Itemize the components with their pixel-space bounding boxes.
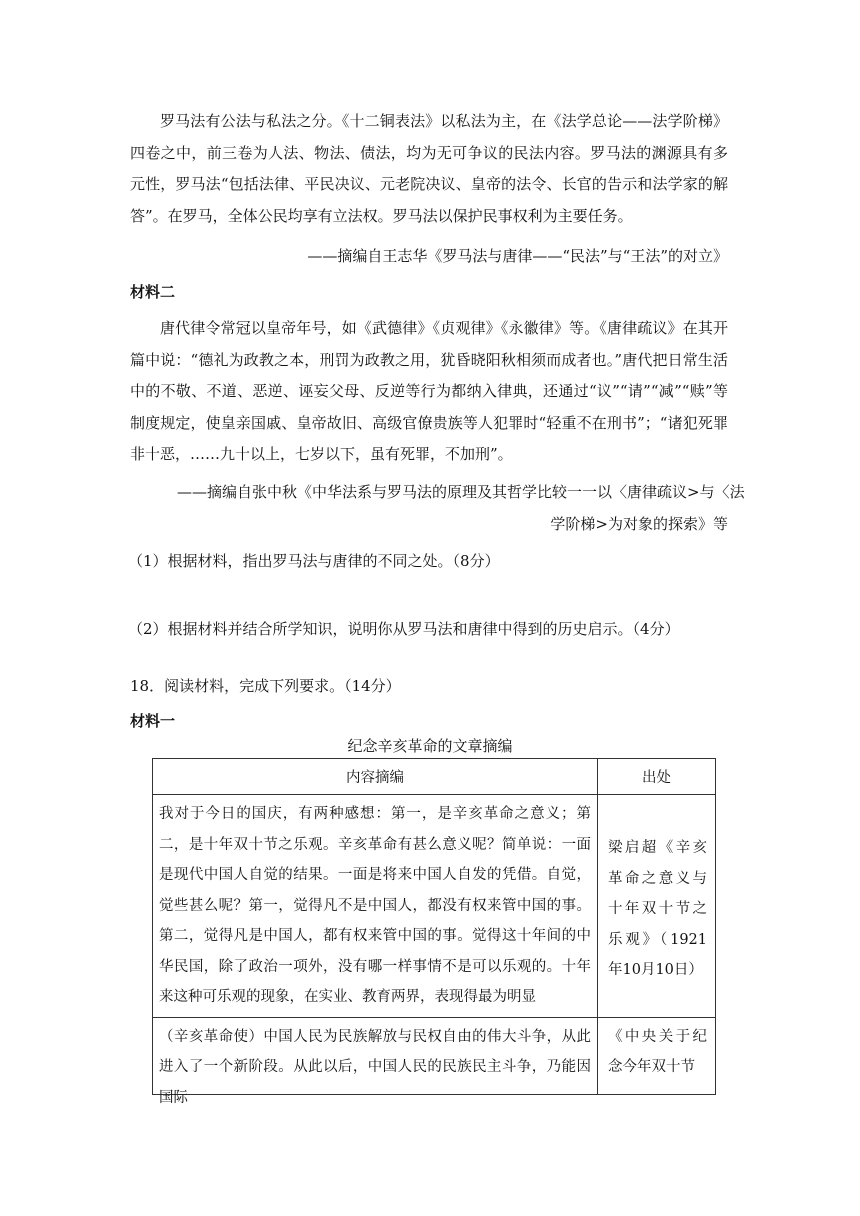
material1-paragraph: 罗马法有公法与私法之分。《十二铜表法》以私法为主，在《法学总论——法学阶梯》四卷之中，前三卷为人法、物法、债法，均为无可争议的民法内容。罗马法的渊源具有多元性，罗马法“包括法律、平民决议、元老院决议、皇帝的法令、长官的告示和法学家的解答”。在罗马，全体公民均享有立法权。罗马法以保护民事权利为主要任务。 — [130, 112, 728, 225]
material2-heading: 材料二 — [130, 283, 176, 301]
table-header-row — [153, 759, 716, 795]
row-content: （辛亥革命使）中国人民为民族解放与民权自由的伟大斗争，从此进入了一个新阶段。从此以后，中国人民的民族民主斗争，乃能因国际 — [159, 1028, 591, 1106]
material1-source: ——摘编自王志华《罗马法与唐律——“民法”与“王法”的对立》 — [307, 247, 728, 265]
table-caption: 纪念辛亥革命的文章摘编 — [347, 737, 513, 755]
revolution-articles-table — [152, 758, 716, 1106]
row-content: 我对于今日的国庆，有两种感想：第一，是辛亥革命之意义；第二，是十年双十节之乐观。辛亥革命有甚么意义呢？简单说：一面是现代中国人自觉的结果。一面是将来中国人自发的凭借。自觉，觉些甚么呢？第一，觉得凡不是中国人，都没有权来管中国的事。第二，觉得凡是中国人，都有权来管中国的事。觉得这十年间的中华民国，除了政治一项外，没有哪一样事情不是可以乐观的。十年来这种可乐观的现象，在实业、教育两界，表现得最为明显 — [153, 795, 598, 1018]
column-header-source: 出处 — [598, 759, 716, 795]
row-source: 梁启超《辛亥革命之意义与十年双十节之乐观》（1921年10月10日） — [598, 795, 716, 1018]
material2-source-line2: 学阶梯>为对象的探索》等 — [550, 515, 728, 533]
material2-paragraph: 唐代律令常冠以皇帝年号，如《武德律》《贞观律》《永徽律》等。《唐律疏议》在其开篇中说：“德礼为政教之本，刑罚为政教之用，犹昏晓阳秋相须而成者也。”唐代把日常生活中的不敬、不道、恶逆、诬妄父母、反逆等行为都纳入律典，还通过“议”“请”“减”“赎”等制度规定，使皇亲国戚、皇帝故旧、高级官僚贵族等人犯罪时“轻重不在刑书”；“诸犯死罪非十恶，……九十以上，七岁以下，虽有死罪，不加刑”。 — [130, 319, 728, 463]
material2-source-line1: ——摘编自张中秋《中华法系与罗马法的原理及其哲学比较一一以〈唐律疏议>与〈法 — [177, 483, 745, 501]
row-source: 《中央关于纪念今年双十节 — [608, 1028, 707, 1075]
q18-material1-heading: 材料一 — [130, 712, 176, 730]
question-18-title: 18．阅读材料，完成下列要求。（14分） — [130, 677, 401, 695]
table-row — [153, 1017, 716, 1094]
table-row — [153, 795, 716, 1018]
question-1: （1）根据材料，指出罗马法与唐律的不同之处。（8分） — [128, 552, 500, 570]
column-header-content: 内容摘编 — [153, 759, 598, 795]
question-2: （2）根据材料并结合所学知识，说明你从罗马法和唐律中得到的历史启示。（4分） — [128, 620, 680, 638]
